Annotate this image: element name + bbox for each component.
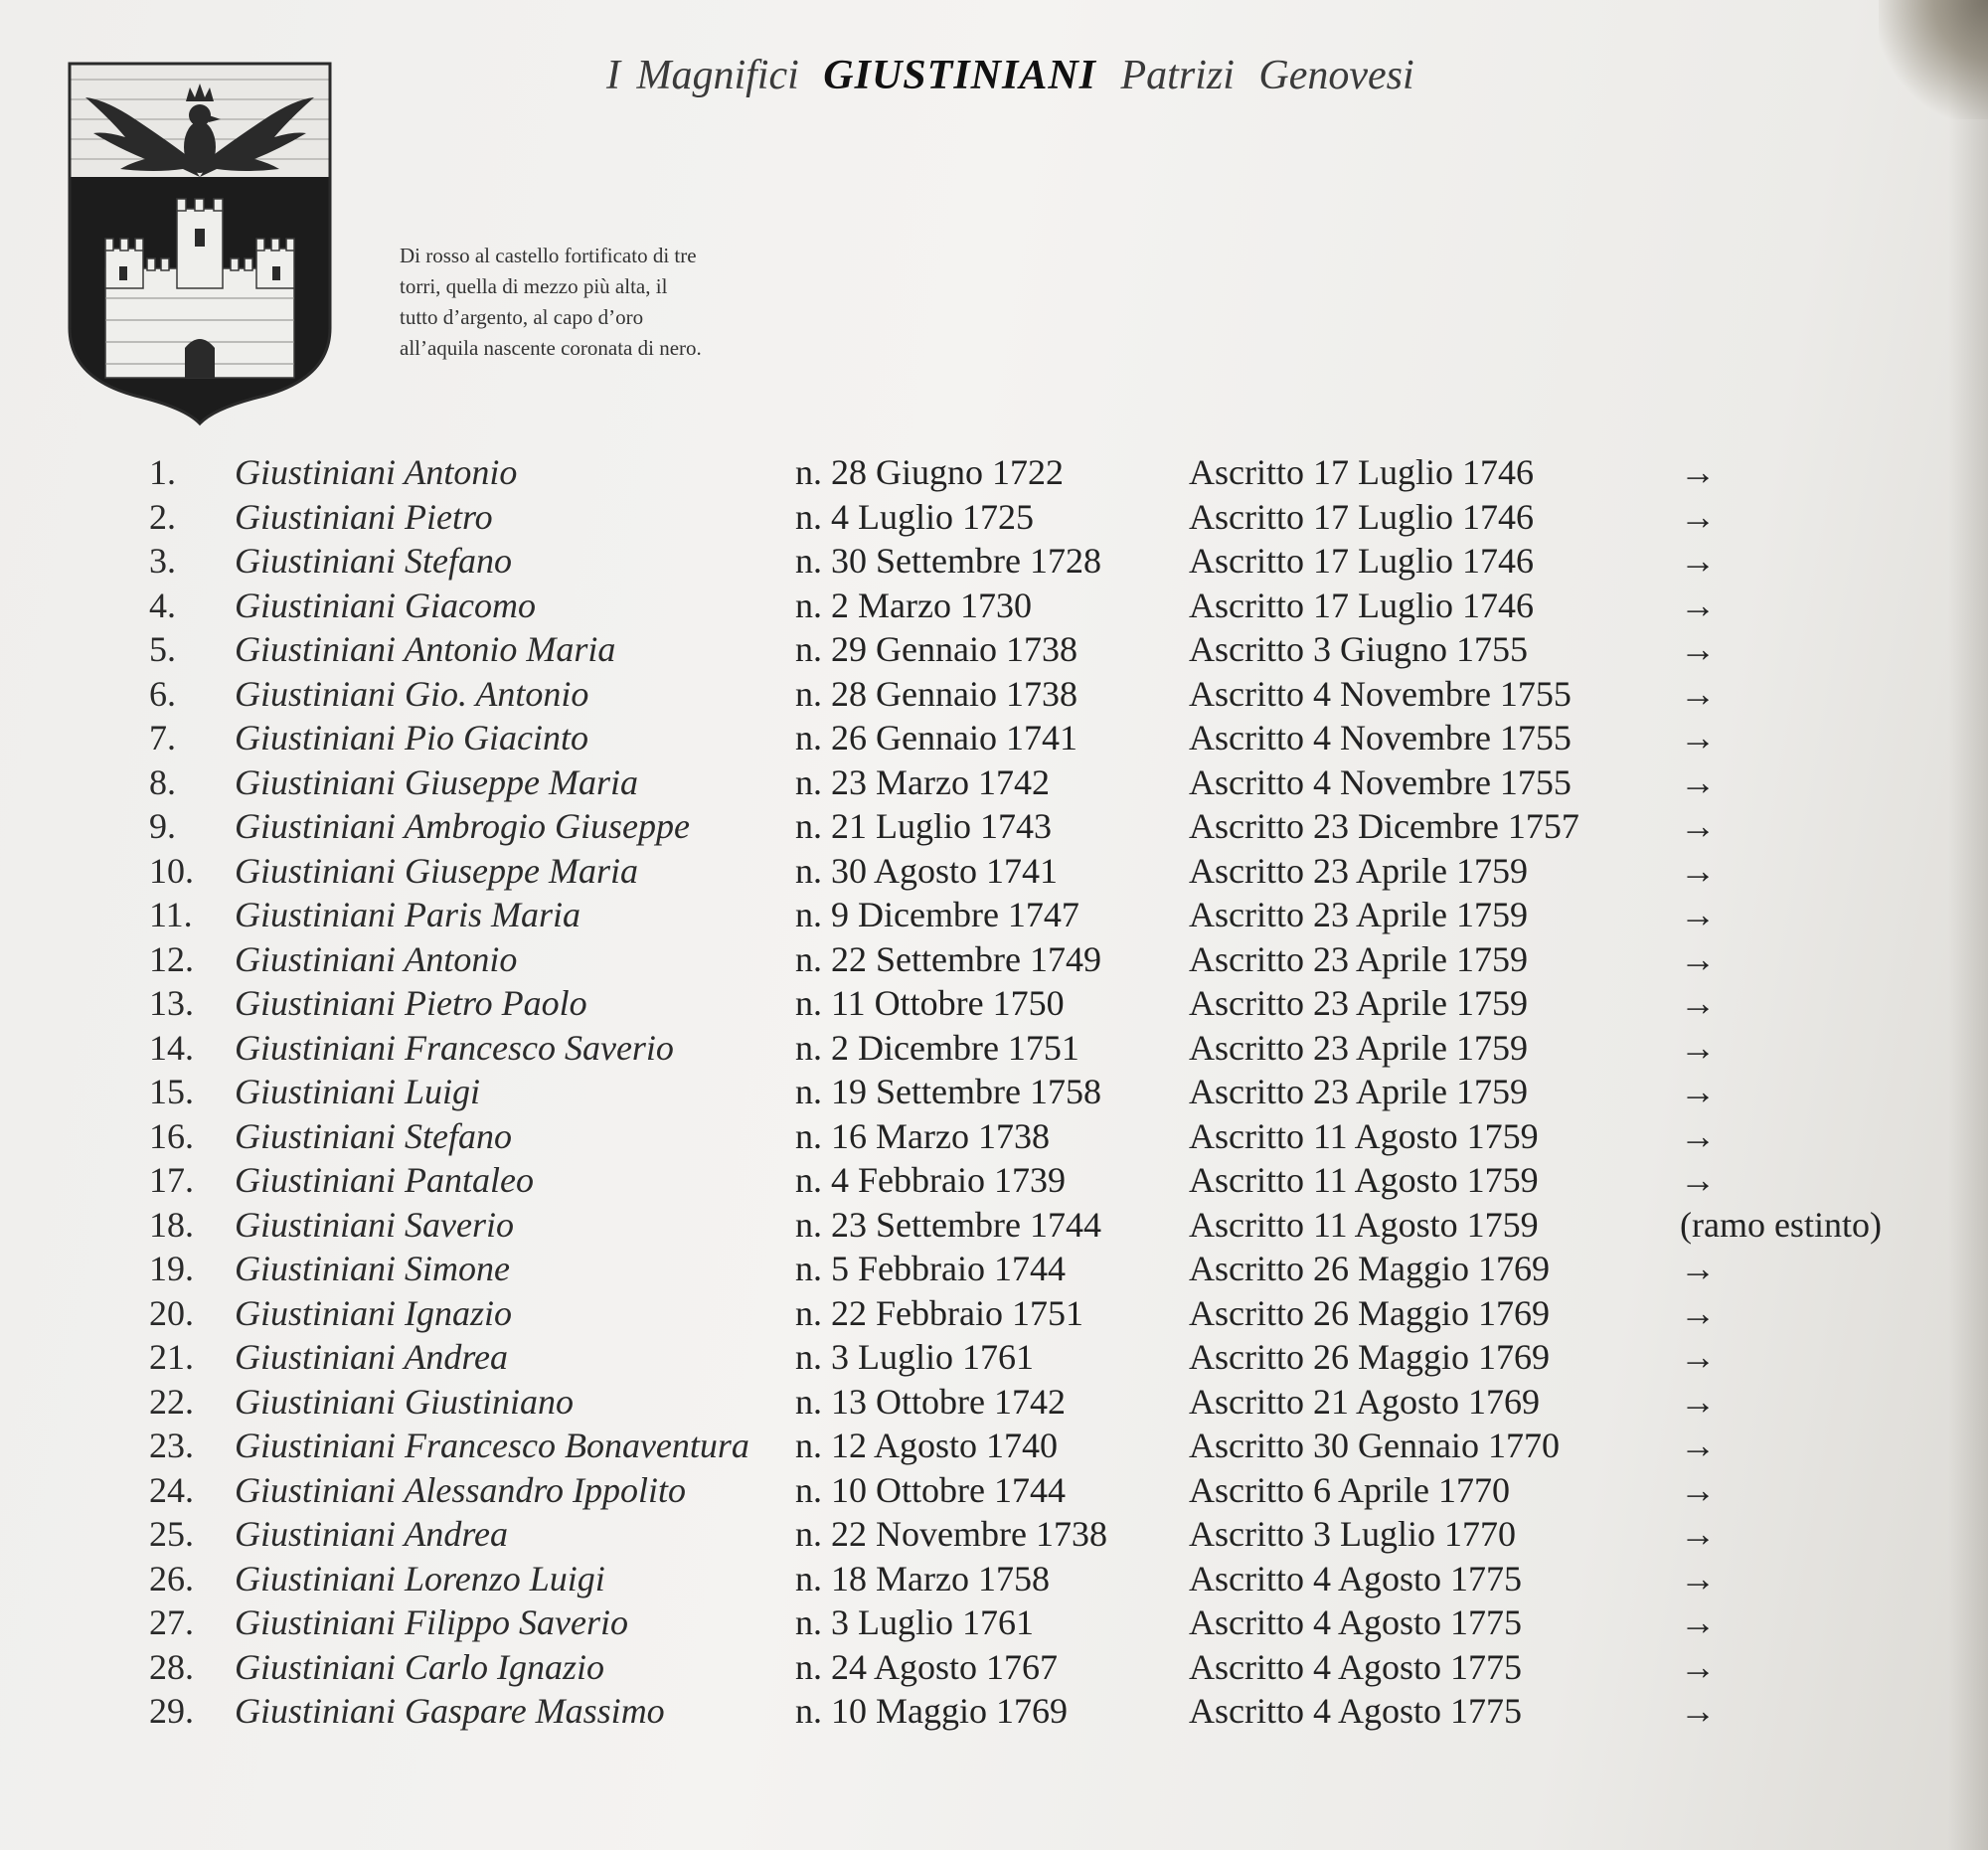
member-birth-date: n. 4 Luglio 1725 [795,496,1034,537]
member-status-mark: → [1680,1337,1716,1377]
member-status-mark: → [1680,496,1716,537]
member-birth-date: n. 18 Marzo 1758 [795,1558,1050,1598]
title-suffix: Patrizi Genovesi [1120,53,1414,98]
list-item [149,1512,1968,1557]
member-name: Giustiniani Stefano [235,541,512,581]
member-ascritto-date: Ascritto 23 Aprile 1759 [1189,1027,1528,1068]
member-ascritto-date: Ascritto 23 Aprile 1759 [1189,1072,1528,1111]
list-item [149,1335,1968,1380]
member-number: 22. [149,1381,194,1422]
member-birth-date: n. 3 Luglio 1761 [795,1337,1034,1377]
member-birth-date: n. 22 Settembre 1749 [795,938,1101,979]
list-item [149,1026,1968,1071]
member-number: 10. [149,850,194,891]
member-number: 2. [149,496,176,537]
member-name: Giustiniani Lorenzo Luigi [235,1558,605,1598]
member-status-mark: → [1680,1072,1716,1111]
member-name: Giustiniani Francesco Bonaventura [235,1426,749,1465]
member-name: Giustiniani Francesco Saverio [235,1027,674,1068]
member-ascritto-date: Ascritto 4 Novembre 1755 [1189,718,1572,757]
list-item [149,937,1968,982]
list-item [149,450,1968,495]
member-birth-date: n. 23 Marzo 1742 [795,761,1050,802]
member-name: Giustiniani Giuseppe Maria [235,761,638,802]
members-list [149,450,1968,1734]
list-item [149,1247,1968,1291]
list-item [149,716,1968,760]
member-status-mark: → [1680,938,1716,979]
member-ascritto-date: Ascritto 4 Novembre 1755 [1189,673,1572,714]
list-item [149,1645,1968,1690]
member-status-mark: → [1680,1602,1716,1642]
member-birth-date: n. 3 Luglio 1761 [795,1602,1034,1642]
member-status-mark: → [1680,1691,1716,1731]
member-name: Giustiniani Saverio [235,1204,514,1245]
member-ascritto-date: Ascritto 11 Agosto 1759 [1189,1204,1539,1245]
member-status-mark: → [1680,541,1716,581]
member-status-mark: → [1680,1514,1716,1554]
member-birth-date: n. 16 Marzo 1738 [795,1115,1050,1156]
member-birth-date: n. 21 Luglio 1743 [795,806,1052,846]
member-number: 17. [149,1160,194,1200]
member-birth-date: n. 11 Ottobre 1750 [795,983,1065,1023]
member-number: 12. [149,938,194,979]
member-number: 21. [149,1337,194,1377]
member-name: Giustiniani Ambrogio Giuseppe [235,806,690,846]
member-number: 8. [149,761,176,802]
member-status-mark: → [1680,1469,1716,1510]
title-prefix: I Magnifici [606,53,799,98]
member-number: 18. [149,1204,194,1245]
member-birth-date: n. 5 Febbraio 1744 [795,1249,1066,1288]
member-number: 7. [149,718,176,757]
member-number: 26. [149,1558,194,1598]
member-ascritto-date: Ascritto 17 Luglio 1746 [1189,585,1534,625]
member-number: 11. [149,895,193,934]
member-number: 19. [149,1249,194,1288]
member-ascritto-date: Ascritto 26 Maggio 1769 [1189,1292,1550,1333]
list-item [149,584,1968,628]
member-status-mark: → [1680,1381,1716,1422]
member-birth-date: n. 10 Maggio 1769 [795,1691,1068,1731]
member-birth-date: n. 29 Gennaio 1738 [795,629,1077,669]
member-name: Giustiniani Antonio [235,452,518,492]
member-status-mark: → [1680,1115,1716,1156]
member-ascritto-date: Ascritto 23 Aprile 1759 [1189,983,1528,1023]
member-ascritto-date: Ascritto 11 Agosto 1759 [1189,1115,1539,1156]
member-ascritto-date: Ascritto 3 Giugno 1755 [1189,629,1528,669]
list-item [149,1557,1968,1601]
member-status-mark: → [1680,761,1716,802]
member-status-mark: → [1680,983,1716,1023]
member-ascritto-date: Ascritto 4 Agosto 1775 [1189,1558,1523,1598]
list-item [149,1291,1968,1336]
list-item [149,627,1968,672]
member-number: 20. [149,1292,194,1333]
member-name: Giustiniani Luigi [235,1072,481,1111]
member-number: 3. [149,541,176,581]
list-item [149,893,1968,937]
member-name: Giustiniani Andrea [235,1514,509,1554]
member-name: Giustiniani Alessandro Ippolito [235,1469,687,1510]
member-birth-date: n. 9 Dicembre 1747 [795,895,1079,934]
list-item [149,1424,1968,1468]
member-birth-date: n. 24 Agosto 1767 [795,1646,1059,1687]
member-ascritto-date: Ascritto 4 Novembre 1755 [1189,761,1572,802]
member-number: 1. [149,452,176,492]
member-ascritto-date: Ascritto 4 Agosto 1775 [1189,1691,1523,1731]
member-ascritto-date: Ascritto 26 Maggio 1769 [1189,1337,1550,1377]
member-name: Giustiniani Pietro [235,496,493,537]
list-item [149,1158,1968,1203]
list-item [149,1114,1968,1159]
member-name: Giustiniani Carlo Ignazio [235,1646,605,1687]
member-status-mark: → [1680,629,1716,669]
member-number: 15. [149,1072,194,1111]
list-item [149,1203,1968,1248]
list-item [149,495,1968,540]
member-number: 27. [149,1602,194,1642]
member-number: 29. [149,1691,194,1731]
member-ascritto-date: Ascritto 26 Maggio 1769 [1189,1249,1550,1288]
member-birth-date: n. 12 Agosto 1740 [795,1426,1059,1465]
member-birth-date: n. 2 Marzo 1730 [795,585,1032,625]
member-status-mark: → [1680,1160,1716,1200]
member-ascritto-date: Ascritto 11 Agosto 1759 [1189,1160,1539,1200]
member-status-mark: → [1680,1646,1716,1687]
member-name: Giustiniani Pio Giacinto [235,718,588,757]
member-ascritto-date: Ascritto 4 Agosto 1775 [1189,1602,1523,1642]
list-item [149,849,1968,894]
blazon-line: torri, quella di mezzo più alta, il [400,274,668,298]
member-status-mark: → [1680,1249,1716,1288]
member-status-mark: → [1680,1426,1716,1465]
member-ascritto-date: Ascritto 3 Luglio 1770 [1189,1514,1516,1554]
member-birth-date: n. 2 Dicembre 1751 [795,1027,1079,1068]
member-ascritto-date: Ascritto 23 Dicembre 1757 [1189,806,1579,846]
member-birth-date: n. 10 Ottobre 1744 [795,1469,1066,1510]
member-ascritto-date: Ascritto 6 Aprile 1770 [1189,1469,1510,1510]
member-ascritto-date: Ascritto 17 Luglio 1746 [1189,452,1534,492]
coat-of-arms-icon [66,60,334,427]
member-number: 5. [149,629,176,669]
member-status-mark: → [1680,806,1716,846]
member-name: Giustiniani Filippo Saverio [235,1602,628,1642]
member-birth-date: n. 28 Giugno 1722 [795,452,1064,492]
list-item [149,1689,1968,1734]
member-ascritto-date: Ascritto 30 Gennaio 1770 [1189,1426,1560,1465]
member-birth-date: n. 19 Settembre 1758 [795,1072,1101,1111]
member-birth-date: n. 30 Agosto 1741 [795,850,1059,891]
member-name: Giustiniani Stefano [235,1115,512,1156]
member-status-mark: → [1680,1558,1716,1598]
member-number: 24. [149,1469,194,1510]
member-ascritto-date: Ascritto 4 Agosto 1775 [1189,1646,1523,1687]
list-item [149,1468,1968,1513]
member-birth-date: n. 22 Novembre 1738 [795,1514,1107,1554]
list-item [149,1600,1968,1645]
list-item [149,672,1968,717]
member-status-mark: → [1680,895,1716,934]
list-item [149,1380,1968,1425]
member-name: Giustiniani Pantaleo [235,1160,534,1200]
member-ascritto-date: Ascritto 17 Luglio 1746 [1189,496,1534,537]
member-number: 16. [149,1115,194,1156]
member-birth-date: n. 13 Ottobre 1742 [795,1381,1066,1422]
member-number: 25. [149,1514,194,1554]
member-name: Giustiniani Giuseppe Maria [235,850,638,891]
member-ascritto-date: Ascritto 23 Aprile 1759 [1189,895,1528,934]
member-birth-date: n. 28 Gennaio 1738 [795,673,1077,714]
list-item [149,760,1968,805]
member-status-mark: → [1680,1292,1716,1333]
member-status-mark: (ramo estinto) [1680,1204,1882,1245]
member-birth-date: n. 4 Febbraio 1739 [795,1160,1066,1200]
member-name: Giustiniani Gio. Antonio [235,673,589,714]
member-name: Giustiniani Ignazio [235,1292,513,1333]
page-title [606,52,1414,99]
member-name: Giustiniani Gaspare Massimo [235,1691,665,1731]
member-name: Giustiniani Pietro Paolo [235,983,587,1023]
blazon-line: tutto d’argento, al capo d’oro [400,305,644,329]
member-status-mark: → [1680,452,1716,492]
member-number: 28. [149,1646,194,1687]
member-name: Giustiniani Giustiniano [235,1381,575,1422]
list-item [149,981,1968,1026]
list-item [149,804,1968,849]
member-status-mark: → [1680,585,1716,625]
member-birth-date: n. 23 Settembre 1744 [795,1204,1101,1245]
member-birth-date: n. 30 Settembre 1728 [795,541,1101,581]
member-name: Giustiniani Simone [235,1249,510,1288]
member-number: 4. [149,585,176,625]
member-name: Giustiniani Paris Maria [235,895,581,934]
member-name: Giustiniani Andrea [235,1337,509,1377]
member-number: 14. [149,1027,194,1068]
member-number: 13. [149,983,194,1023]
member-ascritto-date: Ascritto 23 Aprile 1759 [1189,938,1528,979]
member-ascritto-date: Ascritto 23 Aprile 1759 [1189,850,1528,891]
member-name: Giustiniani Antonio Maria [235,629,616,669]
member-number: 9. [149,806,176,846]
member-status-mark: → [1680,718,1716,757]
member-name: Giustiniani Antonio [235,938,518,979]
blazon-line: all’aquila nascente coronata di nero. [400,336,702,360]
member-ascritto-date: Ascritto 21 Agosto 1769 [1189,1381,1541,1422]
list-item [149,1070,1968,1114]
list-item [149,539,1968,584]
member-status-mark: → [1680,1027,1716,1068]
blazon-line: Di rosso al castello fortificato di tre [400,244,697,267]
member-name: Giustiniani Giacomo [235,585,536,625]
member-number: 6. [149,673,176,714]
member-birth-date: n. 22 Febbraio 1751 [795,1292,1083,1333]
member-ascritto-date: Ascritto 17 Luglio 1746 [1189,541,1534,581]
member-birth-date: n. 26 Gennaio 1741 [795,718,1077,757]
member-status-mark: → [1680,673,1716,714]
member-status-mark: → [1680,850,1716,891]
title-family-name: GIUSTINIANI [823,53,1097,98]
member-number: 23. [149,1426,194,1465]
blazon-description [400,241,817,364]
